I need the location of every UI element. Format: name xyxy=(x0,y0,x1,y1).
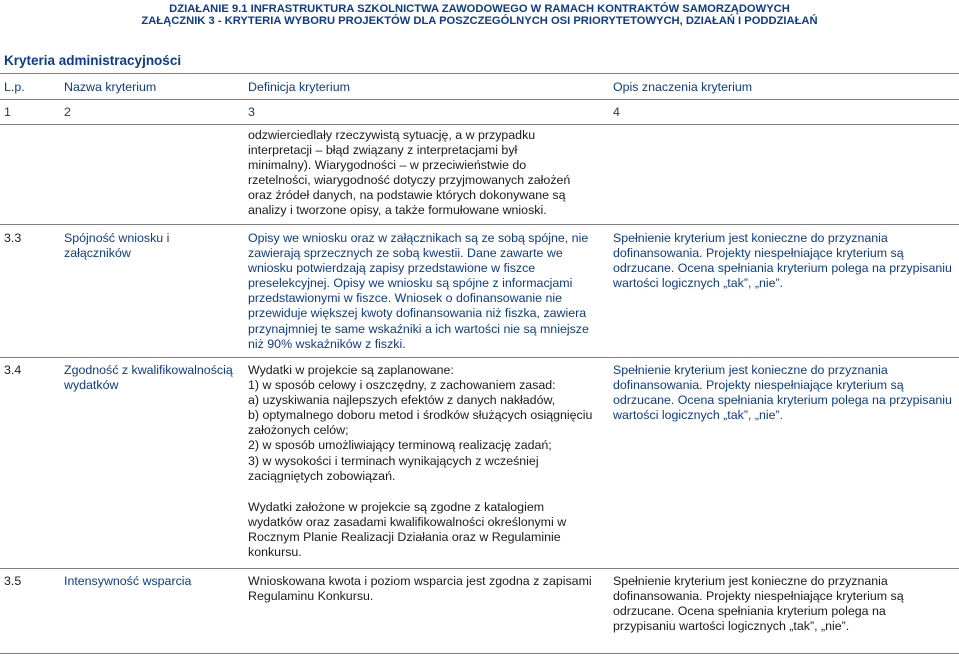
row-3-5-lp: 3.5 xyxy=(4,574,22,588)
header-row-rule xyxy=(0,99,959,100)
document-header-line-2: ZAŁĄCZNIK 3 - KRYTERIA WYBORU PROJEKTÓW DLA POSZCZEGÓLNYCH OSI PRIORYTETOWYCH, DZIAŁAŃ I PODDZIAŁAŃ xyxy=(141,15,818,27)
row-3-4-lp: 3.4 xyxy=(4,363,22,377)
row-3-5-name: Intensywność wsparcia xyxy=(64,574,192,588)
row-3-4-definition-line: a) uzyskiwania najlepszych efektów z danych nakładów, xyxy=(248,393,556,408)
row-rule-continuation xyxy=(0,224,959,225)
column-header-definition: Definicja kryterium xyxy=(248,80,350,94)
row-rule-3-3 xyxy=(0,357,959,358)
row-3-4-meaning: Spełnienie kryterium jest konieczne do przyznania dofinansowania. Projekty niespełniające kryterium są odrzucane. Ocena spełniania kryterium polega na przypisaniu wartości logicznych „tak”, „nie”. xyxy=(613,363,952,423)
table-bottom-rule xyxy=(0,653,959,654)
numbers-row-rule xyxy=(0,124,959,125)
row-rule-3-4 xyxy=(0,568,959,569)
row-3-3-definition: Opisy we wniosku oraz w załącznikach są ze sobą spójne, nie zawierają sprzecznych ze sobą kwestii. Dane zawarte we wniosku potwierdzają zapisy przedstawione w fiszce preselekcyjnej. Opisy we wniosku są spójne z informacjami przedstawionymi w fiszce. Wniosek o dofinansowanie nie przewiduje większej kwoty dofinansowania niż fiszka, zawiera przynajmniej te same wskaźniki a ich wartości nie są mniejsze niż 90% wskaźników z fiszki. xyxy=(248,231,589,351)
section-title: Kryteria administracyjności xyxy=(4,53,182,68)
row-3-3-name: Spójność wniosku i załączników xyxy=(64,231,170,261)
row-3-4-definition-line: 1) w sposób celowy i oszczędny, z zachowaniem zasad: xyxy=(248,378,556,393)
table-top-rule xyxy=(0,73,959,74)
row-3-4-definition-line: b) optymalnego doboru metod i środków służących osiągnięciu założonych celów; xyxy=(248,408,593,438)
row-3-4-definition-extra: Wydatki założone w projekcie są zgodne z katalogiem wydatków oraz zasadami kwalifikowalności określonymi w Rocznym Planie Realizacji Działania oraz w Regulaminie konkursu. xyxy=(248,500,567,560)
row-3-5-definition: Wnioskowana kwota i poziom wsparcia jest zgodna z zapisami Regulaminu Konkursu. xyxy=(248,574,592,604)
column-number-2: 2 xyxy=(64,105,71,119)
column-number-4: 4 xyxy=(613,105,620,119)
document-header-line-1: DZIAŁANIE 9.1 INFRASTRUKTURA SZKOLNICTWA ZAWODOWEGO W RAMACH KONTRAKTÓW SAMORZĄDOWYCH xyxy=(169,3,790,15)
row-3-3-lp: 3.3 xyxy=(4,231,22,245)
row-3-4-definition xyxy=(248,363,604,484)
row-3-4-definition-line: Wydatki w projekcie są zaplanowane: xyxy=(248,363,454,377)
definition-continuation: odzwierciedlały rzeczywistą sytuację, a w przypadku interpretacji – błąd związany z interpretacjami był minimalny). Wiarygodności – w przeciwieństwie do rzetelności, wiarygodność dotyczy przyjmowanych założeń oraz źródeł danych, na podstawie których dokonywane są analizy i tworzone opisy, a także formułowane wnioski. xyxy=(248,128,571,218)
row-3-5-meaning: Spełnienie kryterium jest konieczne do przyznania dofinansowania. Projekty niespełniające kryterium są odrzucane. Ocena spełniania kryterium polega na przypisaniu wartości logicznych „tak”, „nie”. xyxy=(613,574,904,634)
row-3-3-meaning: Spełnienie kryterium jest konieczne do przyznania dofinansowania. Projekty niespełniające kryterium są odrzucane. Ocena spełniania kryterium polega na przypisaniu wartości logicznych „tak”, „nie”. xyxy=(613,231,952,291)
column-header-lp: L.p. xyxy=(4,80,25,94)
column-header-meaning: Opis znaczenia kryterium xyxy=(613,80,753,94)
row-3-4-definition-line: 2) w sposób umożliwiający terminową realizację zadań; xyxy=(248,438,552,453)
row-3-4-definition-line: 3) w wysokości i terminach wynikających z wcześniej zaciągniętych zobowiązań. xyxy=(248,453,539,483)
column-number-3: 3 xyxy=(248,105,255,119)
row-3-4-name: Zgodność z kwalifikowalnością wydatków xyxy=(64,363,233,393)
column-header-name: Nazwa kryterium xyxy=(64,80,157,94)
column-number-1: 1 xyxy=(4,105,11,119)
